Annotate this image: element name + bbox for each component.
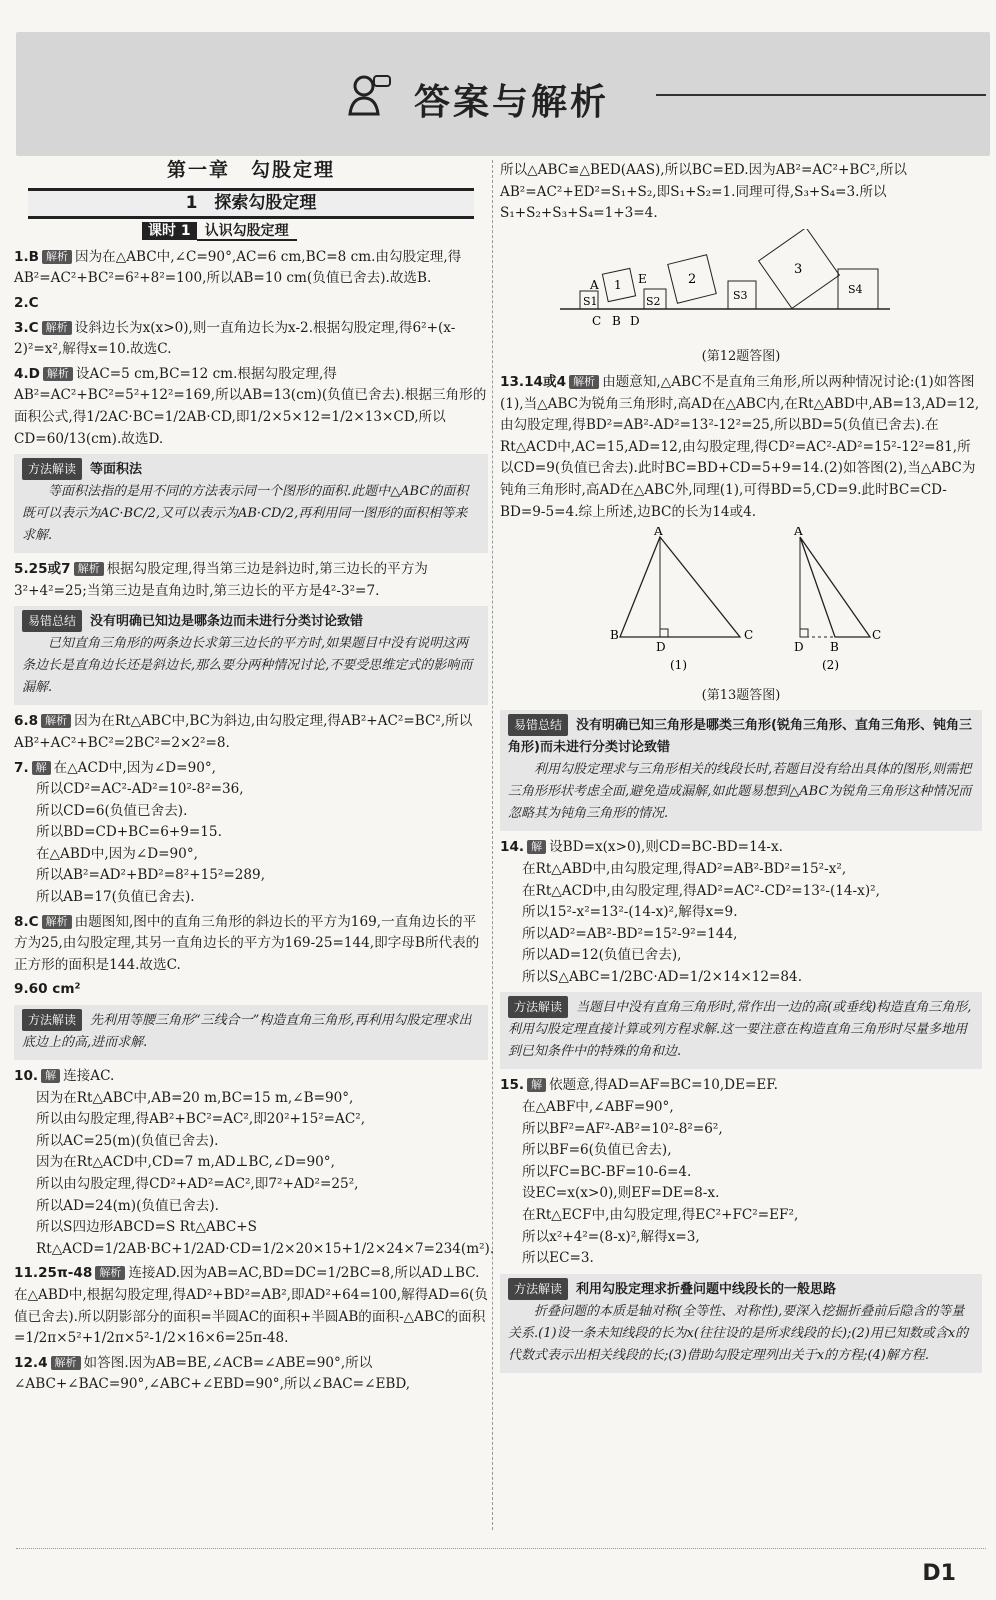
method-box: 方法解读 等面积法 等面积法指的是用不同的方法表示同一个图形的面积.此题中△ABC的面积既可以表示为AC·BC/2,又可以表示为AB·CD/2,再利用同一图形的面积相等来求解. [14, 454, 488, 553]
svg-text:D: D [656, 640, 666, 655]
solution-badge: 解 [41, 1069, 60, 1083]
svg-text:A: A [654, 527, 663, 539]
svg-text:S4: S4 [848, 282, 863, 296]
method-label: 方法解读 [22, 458, 82, 480]
svg-text:B: B [830, 640, 839, 655]
answer-13: 13.14或4 解析 由题意知,△ABC不是直角三角形,所以两种情况讨论:(1)如答图(1),当△ABC为锐角三角形时,高AD在△ABC内,在Rt△ABD中,AB=13,AD=12,由勾股定理,得BD²=AB²-AD²=13²-12²=25,所以BD=5(负值已舍去).在Rt△ACD中,AC=15,AD=12,由勾股定理,得CD²=AC²-AD²=15²-12²=81,所以CD=9(负值已舍去).此时BC=BD+CD=5+9=14.(2)如答图(2),当△ABC为钝角三角形时,高AD在△ABC外,同理(1),可得BD=5,CD=9.此时BC=CD-BD=9-5=4.综上所述,边BC的长为14或4. [500, 373, 980, 520]
analysis-badge: 解析 [43, 367, 73, 381]
method-label: 方法解读 [22, 1009, 82, 1031]
page-footer [16, 1548, 986, 1597]
svg-text:E: E [638, 271, 647, 286]
answer-14: 14. 解 设BD=x(x>0),则CD=BC-BD=14-x. 在Rt△ABD中,由勾股定理,得AD²=AB²-BD²=15²-x², 在Rt△ACD中,由勾股定理,得AD²=AC²-CD²=13²-(14-x)², 所以15²-x²=13²-(14-x)²,解得x=9. 所以AD²=AB²-BD²=15²-9²=144, 所以AD=12(负值已舍去), 所以S△ABC=1/2BC·AD=1/2×14×12=84. [500, 839, 880, 985]
analysis-badge: 解析 [74, 562, 104, 576]
answer-8: 8.C 解析 由题图知,图中的直角三角形的斜边长的平方为169,一直角边长的平方为25,由勾股定理,其另一直角边长的平方为169-25=144,即字母B所代表的正方形的面积是144.故选C. [14, 913, 480, 973]
answer-12: 12.4 解析 如答图.因为AB=BE,∠ACB=∠ABE=90°,所以∠ABC+∠BAC=90°,∠ABC+∠EBD=90°,所以∠BAC=∠EBD, [14, 1354, 411, 1393]
method-box: 方法解读 利用勾股定理求折叠问题中线段长的一般思路 折叠问题的本质是轴对称(全等性、对称性),要深入挖掘折叠前后隐含的等量关系.(1)设一条未知线段的长为x(往往设的是所求线段的长);(2)用已知数或含x的代数式表示出相关线段的长;(3)借助勾股定理列出关于x的方程;(4)解方程. [500, 1274, 982, 1373]
analysis-badge: 解析 [41, 714, 71, 728]
svg-text:3: 3 [794, 261, 803, 277]
answer-9: 9.60 cm² [14, 981, 81, 998]
lesson-name: 认识勾股定理 [197, 223, 297, 241]
figure-12-caption: (第12题答图) [701, 349, 781, 365]
svg-text:A: A [590, 277, 599, 292]
squares-diagram [560, 229, 980, 339]
method-label: 方法解读 [508, 996, 568, 1018]
page-title: 答案与解析 [414, 82, 610, 123]
right-column [500, 160, 982, 1379]
mistake-box: 易错总结 没有明确已知三角形是哪类三角形(锐角三角形、直角三角形、钝角三角形)而未进行分类讨论致错 利用勾股定理求与三角形相关的线段长时,若题目没有给出具体的图形,则需把三角形形状考虑全面,避免造成漏解,如此题易想到△ABC为锐角三角形这种情况而忽略其为钝角三角形的情况. [500, 710, 982, 831]
mistake-label: 易错总结 [22, 610, 82, 632]
answer-6: 6.8 解析 因为在Rt△ABC中,BC为斜边,由勾股定理,得AB²+AC²=BC²,所以AB²+AC²+BC²=2BC²=2×2²=8. [14, 713, 473, 751]
analysis-badge: 解析 [42, 321, 72, 335]
solution-badge: 解 [527, 1078, 546, 1092]
solution-badge: 解 [527, 840, 546, 854]
svg-text:C: C [744, 628, 754, 643]
svg-text:C: C [872, 628, 882, 643]
answer-11: 11.25π-48 解析 连接AD.因为AB=AC,BD=DC=1/2BC=8,所以AD⊥BC.在△ABD中,根据勾股定理,得AD²+BD²=AB²,即AD²+64=100,解得AD=6(负值已舍去).所以阴影部分的面积=半圆AC的面积+半圆AB的面积-△ABC的面积=1/2π×5²+1/2π×5²-1/2×16×6=25π-48. [14, 1265, 488, 1347]
figure-13-label-1: (1) [670, 658, 687, 673]
answer-4: 4.D 解析 设AC=5 cm,BC=12 cm.根据勾股定理,得AB²=AC²+BC²=5²+12²=169,所以AB=13(cm)(负值已舍去).根据三角形的面积公式,得1/2AC·BC=1/2AB·CD,即1/2×5×12=1/2×13×CD,所以CD=60/13(cm).故选D. [14, 365, 487, 447]
lesson-tag: 课时 1 [142, 222, 197, 240]
svg-text:1: 1 [614, 277, 622, 292]
header-banner [16, 32, 990, 156]
answer-5: 5.25或7 解析 根据勾股定理,得当第三边是斜边时,第三边长的平方为3²+4²=25;当第三边是直角边时,第三边长的平方是4²-3²=7. [14, 561, 428, 599]
svg-text:S3: S3 [733, 288, 748, 302]
answer-12-cont: 所以△ABC≌△BED(AAS),所以BC=ED.因为AB²=AC²+BC²,所以AB²=AC²+ED²=S₁+S₂,即S₁+S₂=1.同理可得,S₃+S₄=3.所以S₁+S₂+S₃+S₄=1+3=4. [500, 162, 908, 222]
section-title: 1 探索勾股定理 [28, 188, 474, 220]
analysis-badge: 解析 [51, 1356, 81, 1370]
svg-text:D: D [794, 640, 804, 655]
solution-badge: 解 [32, 761, 51, 775]
svg-text:D: D [630, 313, 640, 328]
analysis-badge: 解析 [95, 1266, 125, 1280]
method-box: 方法解读 先利用等腰三角形“三线合一”构造直角三角形,再利用勾股定理求出底边上的高,进而求解. [14, 1005, 488, 1060]
figure-13-caption: (第13题答图) [701, 687, 781, 703]
banner-rule [656, 94, 986, 96]
answer-2: 2.C [14, 294, 39, 311]
method-box: 方法解读 当题目中没有直角三角形时,常作出一边的高(或垂线)构造直角三角形,利用勾股定理直接计算或列方程求解.这一要注意在构造直角三角形时尽量多地用到已知条件中的特殊的角和边. [500, 992, 982, 1069]
figure-13 [500, 527, 982, 706]
analysis-badge: 解析 [42, 250, 72, 264]
mistake-title: 没有明确已知边是哪条边而未进行分类讨论致错 [90, 614, 364, 630]
column-divider [492, 160, 493, 1530]
left-column [14, 159, 495, 1399]
svg-text:B: B [612, 313, 621, 328]
method-title: 等面积法 [90, 462, 143, 478]
svg-text:S2: S2 [646, 294, 661, 308]
svg-text:A: A [794, 527, 803, 539]
triangles-diagram [610, 527, 910, 677]
answer-10: 10. 解 连接AC. 因为在Rt△ABC中,AB=20 m,BC=15 m,∠B=90°, 所以由勾股定理,得AB²+BC²=AC²,即20²+15²=AC², 所以AC=25(m)(负值已舍去). 因为在Rt△ACD中,CD=7 m,AD⊥BC,∠D=90°, 所以由勾股定理,得CD²+AD²=AC²,即7²+AD²=25², 所以AD=24(m)(负值已舍去). 所以S四边形ABCD=S Rt△ABC+S Rt△ACD=1/2AB·BC+1/2AD·CD=1/2×20×15+1/2×24×7=234(m²). [14, 1068, 495, 1257]
mistake-title: 没有明确已知三角形是哪类三角形(锐角三角形、直角三角形、钝角三角形)而未进行分类讨论致错 [508, 718, 972, 756]
answer-3: 3.C 解析 设斜边长为x(x>0),则一直角边长为x-2.根据勾股定理,得6²+(x-2)²=x²,解得x=10.故选C. [14, 319, 456, 358]
answer-7: 7. 解 在△ACD中,因为∠D=90°, 所以CD²=AC²-AD²=10²-8²=36, 所以CD=6(负值已舍去). 所以BD=CD+BC=6+9=15. 在△ABD中,因为∠D=90°, 所以AB²=AD²+BD²=8²+15²=289, 所以AB=17(负值已舍去). [14, 759, 266, 906]
svg-text:C: C [592, 313, 602, 328]
method-title: 利用勾股定理求折叠问题中线段长的一般思路 [576, 1281, 837, 1297]
mistake-label: 易错总结 [508, 714, 568, 736]
mistake-box: 易错总结 没有明确已知边是哪条边而未进行分类讨论致错 已知直角三角形的两条边长求第三边长的平方时,如果题目中没有说明这两条边长是直角边长还是斜边长,那么要分两种情况讨论,不要受思维定式的影响而漏解. [14, 606, 488, 705]
svg-text:2: 2 [688, 271, 697, 287]
chapter-title: 第一章 勾股定理 [166, 159, 335, 181]
lesson-header [142, 221, 488, 243]
analysis-badge: 解析 [569, 375, 599, 389]
figure-12 [500, 229, 982, 368]
figure-13-label-2: (2) [822, 658, 839, 673]
svg-text:B: B [610, 628, 619, 643]
method-label: 方法解读 [508, 1278, 568, 1300]
answer-1: 1.B 解析 因为在△ABC中,∠C=90°,AC=6 cm,BC=8 cm.由勾股定理,得AB²=AC²+BC²=6²+8²=100,所以AB=10 cm(负值已舍去).故选B. [14, 248, 462, 287]
svg-text:S1: S1 [583, 294, 598, 308]
answer-15: 15. 解 依题意,得AD=AF=BC=10,DE=EF. 在△ABF中,∠ABF=90°, 所以BF²=AF²-AB²=10²-8²=6², 所以BF=6(负值已舍去), 所以FC=BC-BF=10-6=4. 设EC=x(x>0),则EF=DE=8-x. 在Rt△ECF中,由勾股定理,得EC²+FC²=EF², 所以x²+4²=(8-x)²,解得x=3, 所以EC=3. [500, 1077, 799, 1267]
speech-person-icon [346, 72, 392, 116]
page-number: D1 [922, 1561, 956, 1586]
analysis-badge: 解析 [42, 915, 72, 929]
